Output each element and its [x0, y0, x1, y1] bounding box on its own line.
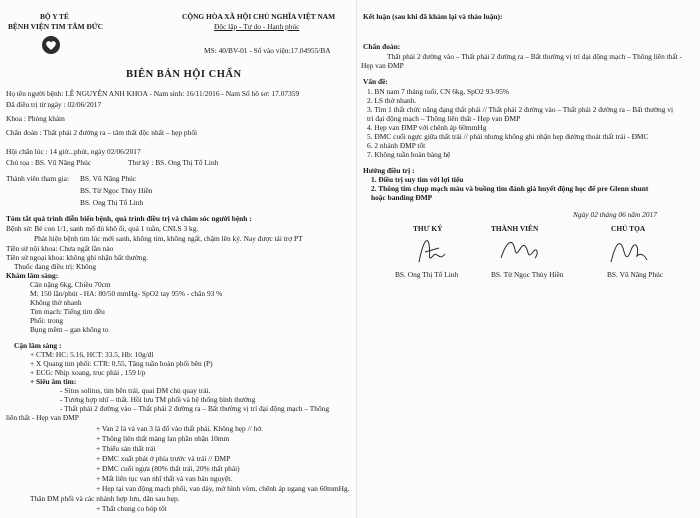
- signature-secretary: [413, 232, 453, 268]
- summary-line: Cân nặng 6kg, Chiều 70cm: [30, 280, 111, 289]
- echo-detail: + Thông liên thất màng lan phần nhận 10mm: [96, 434, 230, 443]
- sign-date: Ngày 02 tháng 06 năm 2017: [573, 210, 657, 219]
- plan-heading: Hướng điều trị :: [363, 166, 415, 175]
- issue-item: 6. 2 nhánh ĐMP tốt: [367, 141, 426, 150]
- labs-heading: Cận lâm sàng :: [14, 341, 62, 350]
- diagnosis-label: Chẩn đoán:: [363, 42, 401, 51]
- summary-line: Phổi: trong: [30, 316, 64, 325]
- echo-line: liên thất - Hẹp van ĐMP: [6, 413, 79, 422]
- lab-echo-label: + Siêu âm tim:: [30, 377, 77, 386]
- hospital-name: BỆNH VIỆN TIM TÂM ĐỨC: [8, 22, 103, 31]
- echo-line: - Tương hợp nhĩ – thất. Hồi lưu TM phổi và hệ thống bình thường: [60, 395, 256, 404]
- summary-line: Không thở nhanh: [30, 298, 82, 307]
- echo-line: - Thất phải 2 đường vào – Thất phải 2 đường ra – Bất thường vị trí đại động mạch – Thông: [60, 404, 330, 413]
- issue-item: 3. Tim 1 thất chức năng dạng thất phải // Thất phải 2 đường vào – Thất phải 2 đường ra – Bất thường vị: [367, 105, 674, 114]
- department: Khoa : Phòng khám: [6, 114, 65, 123]
- echo-detail: + Hẹp tại van động mạch phổi, van dày, mở hình vòm, chênh áp ngang van 60mmHg.: [96, 484, 350, 493]
- chair-line: Chủ tọa : BS. Vũ Năng Phúc: [6, 158, 92, 167]
- diagnosis-text: Hẹp van ĐMP: [361, 61, 404, 70]
- diagnosis-line: Chẩn đoán : Thất phải 2 đường ra – tâm thất độc nhất – hẹp phổi: [6, 128, 198, 137]
- echo-detail: Thân ĐM phổi và các nhánh hợp lưu, dãn sau hẹp.: [30, 494, 180, 503]
- sign-role-member: THÀNH VIÊN: [491, 224, 539, 233]
- summary-line: Bệnh sử: Bé con 1/1, sanh mổ đủ khô ối, quá 1 tuần, CNLS 3 kg.: [6, 224, 199, 233]
- right-page: [356, 0, 700, 518]
- issues-label: Vấn đề:: [363, 77, 388, 86]
- hospital-logo: [42, 36, 60, 54]
- sign-role-chair: CHỦ TỌA: [611, 224, 646, 233]
- patient-name-line: Họ tên người bệnh: LÊ NGUYỄN ANH KHOA - Nam sinh: 16/11/2016 - Nam Số hồ sơ: 17.07359: [6, 89, 300, 98]
- issue-item: 4. Hẹp van ĐMP với chênh áp 60mmHg: [367, 123, 487, 132]
- issue-item: 1. BN nam 7 tháng tuổi, CN 6kg, SpO2 93-95%: [367, 87, 510, 96]
- summary-line: M: 150 lần/phút - HA: 80/50 mmHg- SpO2 tay 95% - chân 93 %: [30, 289, 223, 298]
- member-item: BS. Vũ Năng Phúc: [80, 174, 137, 183]
- echo-detail: + Van 2 lá và van 3 lá đổ vào thất phải. Không hẹp // hở.: [96, 424, 264, 433]
- summary-line: Bụng mềm – gan không to: [30, 325, 109, 334]
- diagnosis-text: Thất phải 2 đường vào – Thất phải 2 đường ra – Bất thường vị trí đại động mạch – Thông liên thất -: [387, 52, 683, 61]
- signature-chair: [607, 232, 651, 268]
- lab-xray: + X Quang tim phổi: CTR: 0.55, Tăng tuần hoàn phổi bên (P): [30, 359, 213, 368]
- secretary-line: Thư ký : BS. Ong Thị Tố Linh: [128, 158, 219, 167]
- sign-role-secretary: THƯ KÝ: [413, 224, 443, 233]
- echo-detail: + Mất liên tục van nhĩ thất và van bán nguyệt.: [96, 474, 233, 483]
- sign-name-secretary: BS. Ong Thị Tố Linh: [395, 270, 459, 279]
- echo-detail: + ĐMC cuối ngựa (80% thất trái, 20% thất phải): [96, 464, 240, 473]
- plan-item: 1. Điều trị suy tim với lợi tiểu: [371, 175, 464, 184]
- plan-item: hoặc banding ĐMP: [371, 193, 433, 202]
- meeting-time: Hội chẩn lúc : 14 giờ...phút, ngày 02/06/2017: [6, 147, 141, 156]
- member-item: BS. Ong Thị Tố Linh: [80, 198, 144, 207]
- conclusion-heading: Kết luận (sau khi đã khám lại và thảo luận):: [363, 12, 503, 21]
- motto: Độc lập - Tự do - Hạnh phúc: [214, 22, 300, 31]
- echo-detail: + ĐMC xuất phát ở phía trước và trái // ĐMP: [96, 454, 231, 463]
- issue-item: 2. LS thở nhanh.: [367, 96, 417, 105]
- echo-detail: + Thiểu sản thất trái: [96, 444, 156, 453]
- country-name: CỘNG HÒA XÃ HỘI CHỦ NGHĨA VIỆT NAM: [182, 12, 336, 21]
- plan-item: 2. Thông tim chụp mạch máu và buồng tim đánh giá huyết động học để pre Glenn shunt: [371, 184, 649, 193]
- lab-ecg: + ECG: Nhịp xoang, trục phải , 159 l/p: [30, 368, 146, 377]
- issue-item: 7. Không tuần hoàn bàng hệ: [367, 150, 451, 159]
- summary-heading: Tóm tắt quá trình diễn biến bệnh, quá trình điều trị và chăm sóc người bệnh :: [6, 214, 252, 223]
- summary-line: Phát hiện bệnh tim lúc mới sanh, không tím, không ngất, chậm lên ký. Nay được tái trợ PT: [34, 234, 303, 243]
- member-item: BS. Từ Ngọc Thùy Hiền: [80, 186, 153, 195]
- form-number: MS: 40/BV-01 - Số vào viện:17.04955/BA: [204, 46, 331, 55]
- lab-ctm: + CTM: HC: 5.16, HCT: 33.5, Hb: 10g/dl: [30, 350, 154, 359]
- summary-line: Khám lâm sàng:: [6, 271, 59, 280]
- sign-name-member: BS. Từ Ngọc Thùy Hiền: [491, 270, 564, 279]
- issue-item: 5. ĐMC cuối ngực giữa thất trái // phải nhưng không ghi nhận hẹp đường thoát thất trái - ĐMC: [367, 132, 649, 141]
- issue-item: trí đại động mạch – Thông liên thất - Hẹp van ĐMP: [367, 114, 521, 123]
- sign-name-chair: BS. Vũ Năng Phúc: [607, 270, 664, 279]
- summary-line: Thuốc đang điều trị: Không: [14, 262, 97, 271]
- summary-line: Tim mạch: Tiếng tim đều: [30, 307, 105, 316]
- members-label: Thành viên tham gia:: [6, 174, 70, 183]
- signature-member: [497, 232, 541, 268]
- summary-line: Tiền sử ngoại khoa: không ghi nhận bất thường.: [6, 253, 149, 262]
- echo-line: - Situs solitus, tim bên trái, quai ĐM chủ quay trái.: [60, 386, 211, 395]
- summary-line: Tiền sử nội khoa: Chưa ngất lần nào: [6, 244, 114, 253]
- admission-date: Đã điều trị từ ngày : 02/06/2017: [6, 100, 102, 109]
- page-title: BIÊN BẢN HỘI CHẨN: [126, 69, 242, 80]
- ministry: BỘ Y TẾ: [40, 12, 69, 21]
- echo-detail: + Thất chung co bóp tốt: [96, 504, 167, 513]
